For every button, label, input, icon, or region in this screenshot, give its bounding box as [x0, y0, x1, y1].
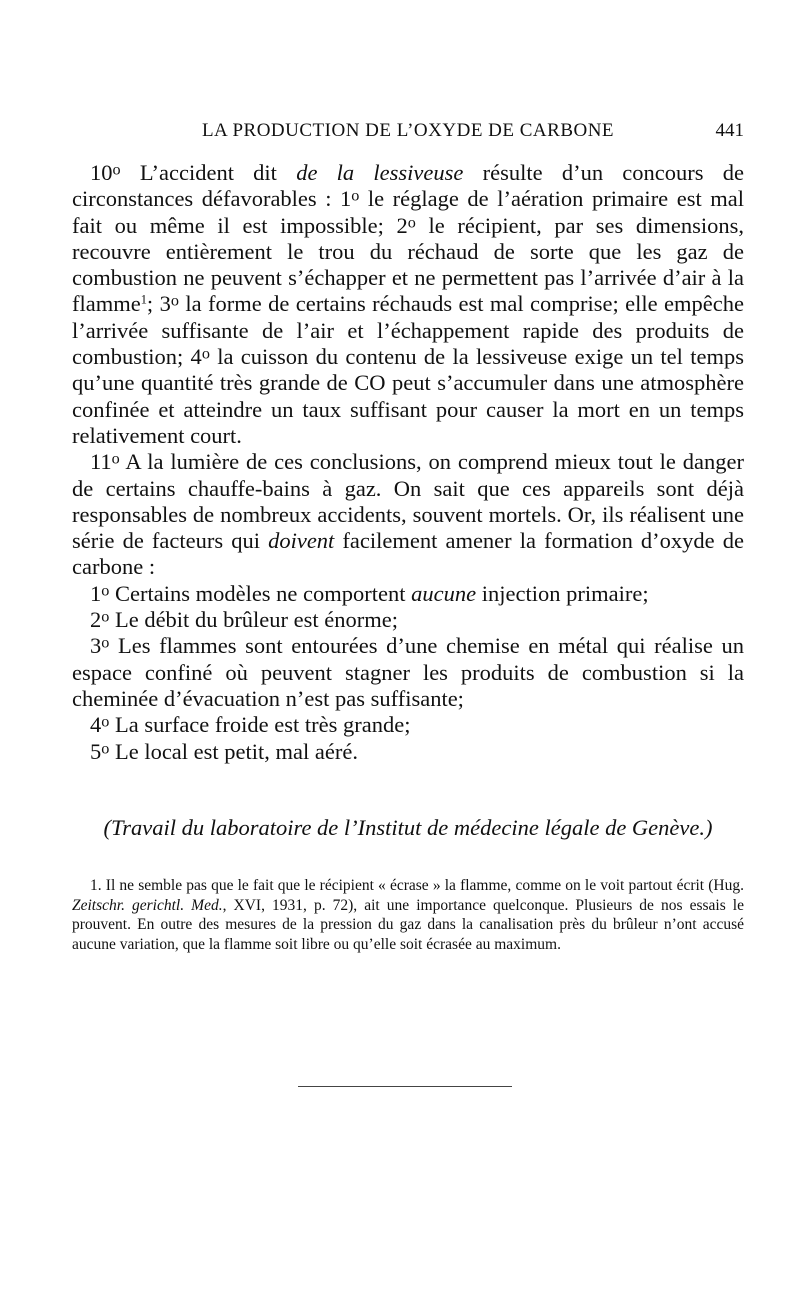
paragraph-10 — [72, 160, 744, 449]
ordinal-marker: o — [101, 712, 110, 731]
ordinal-marker: o — [111, 449, 120, 468]
list-text: injection primaire; — [476, 580, 649, 606]
paragraph-11 — [72, 449, 744, 580]
paragraph-text: la cuisson du contenu de la lessiveuse exige un tel temps qu’une quantité très grande de CO peut s’accumuler dans une atmosphère confinée et atteindre un taux suffisant pour causer la mort en un temps relativement court. — [72, 344, 744, 448]
list-text: Les flammes sont entourées d’une chemise en métal qui réalise un espace confiné où peuvent stagner les produits de combustion si la cheminée d’évacuation n’est pas suffisante; — [72, 633, 744, 711]
ordinal-marker: o — [351, 186, 360, 205]
list-item — [72, 581, 744, 607]
end-rule — [298, 1086, 512, 1087]
page-header — [72, 118, 744, 146]
list-item — [72, 607, 744, 633]
list-text: Le local est petit, mal aéré. — [109, 738, 358, 764]
ordinal-marker: o — [112, 160, 121, 179]
body-text — [72, 160, 744, 765]
list-number: 5 — [90, 738, 102, 764]
paragraph-text: le réglage de l’aération primaire est mal fait ou même il est impossible; 2 — [72, 186, 744, 238]
list-number: 1 — [90, 580, 102, 606]
list-item — [72, 739, 744, 765]
emphasis-text: de la lessiveuse — [296, 160, 464, 185]
paragraph-number: 11 — [90, 449, 112, 475]
institution-credit: (Travail du laboratoire de l’Institut de médecine légale de Genève.) — [103, 815, 713, 840]
page-number: 441 — [715, 120, 744, 141]
ordinal-marker: o — [407, 212, 416, 231]
ordinal-marker: o — [201, 344, 210, 363]
emphasis-text: Zeitschr. gerichtl. Med. — [72, 896, 223, 914]
paragraph-text: facilement amener la formation d’oxyde de carbone : — [72, 528, 744, 580]
footnote-reference: 1 — [140, 293, 147, 308]
ordinal-marker: o — [101, 633, 110, 652]
running-title: LA PRODUCTION DE L’OXYDE DE CARBONE — [201, 120, 615, 141]
ordinal-marker: o — [101, 738, 110, 757]
emphasis-text: doivent — [268, 528, 335, 554]
paragraph-text: résulte d’un concours de circonstances défavorables : 1 — [72, 160, 744, 212]
list-text: Le débit du brûleur est énorme; — [109, 607, 398, 633]
paragraph-text: A la lumière de ces conclusions, on comprend mieux tout le danger de certains chauffe-bains à gaz. On sait que ces appareils sont déjà responsables de nombreux accidents, souvent mortels. Or, ils réalisent une série de facteurs qui — [72, 449, 744, 554]
list-text: Certains modèles ne comportent — [109, 580, 412, 606]
footnote-text: , XVI, 1931, p. 72), ait une importance quelconque. Plusieurs de nos essais le prouvent. En outre des mesures de la pression du gaz dans la canalisation près du brûleur n’ont accusé aucune variation, que la flamme soit libre ou qu’elle soit écrasée au maximum. — [72, 896, 744, 953]
paragraph-text: ; 3 — [146, 291, 171, 317]
list-item — [72, 712, 744, 738]
ordinal-marker: o — [101, 607, 110, 626]
ordinal-marker: o — [101, 581, 110, 600]
list-text: La surface froide est très grande; — [109, 712, 411, 738]
footnote-text: 1. Il ne semble pas que le fait que le récipient « écrase » la flamme, comme on le voit partout écrit (Hug. — [90, 877, 744, 894]
list-number: 2 — [90, 607, 102, 633]
list-number: 3 — [90, 633, 102, 659]
paragraph-text: la forme de certains réchauds est mal comprise; elle empêche l’arrivée suffisante de l’air et l’échappement rapide des produits de combustion; 4 — [72, 291, 744, 370]
list-item — [72, 633, 744, 712]
ordinal-marker: o — [170, 291, 179, 310]
paragraph-text: L’accident dit — [120, 160, 297, 185]
footnote — [72, 876, 744, 954]
list-number: 4 — [90, 712, 102, 738]
paragraph-text: le récipient, par ses dimensions, recouvre entièrement le trou du réchaud de sorte que les gaz de combustion ne peuvent s’échapper et ne permettent pas l’arrivée d’air à la flamme — [72, 212, 744, 317]
emphasis-text: aucune — [411, 580, 477, 606]
paragraph-number: 10 — [90, 160, 113, 185]
